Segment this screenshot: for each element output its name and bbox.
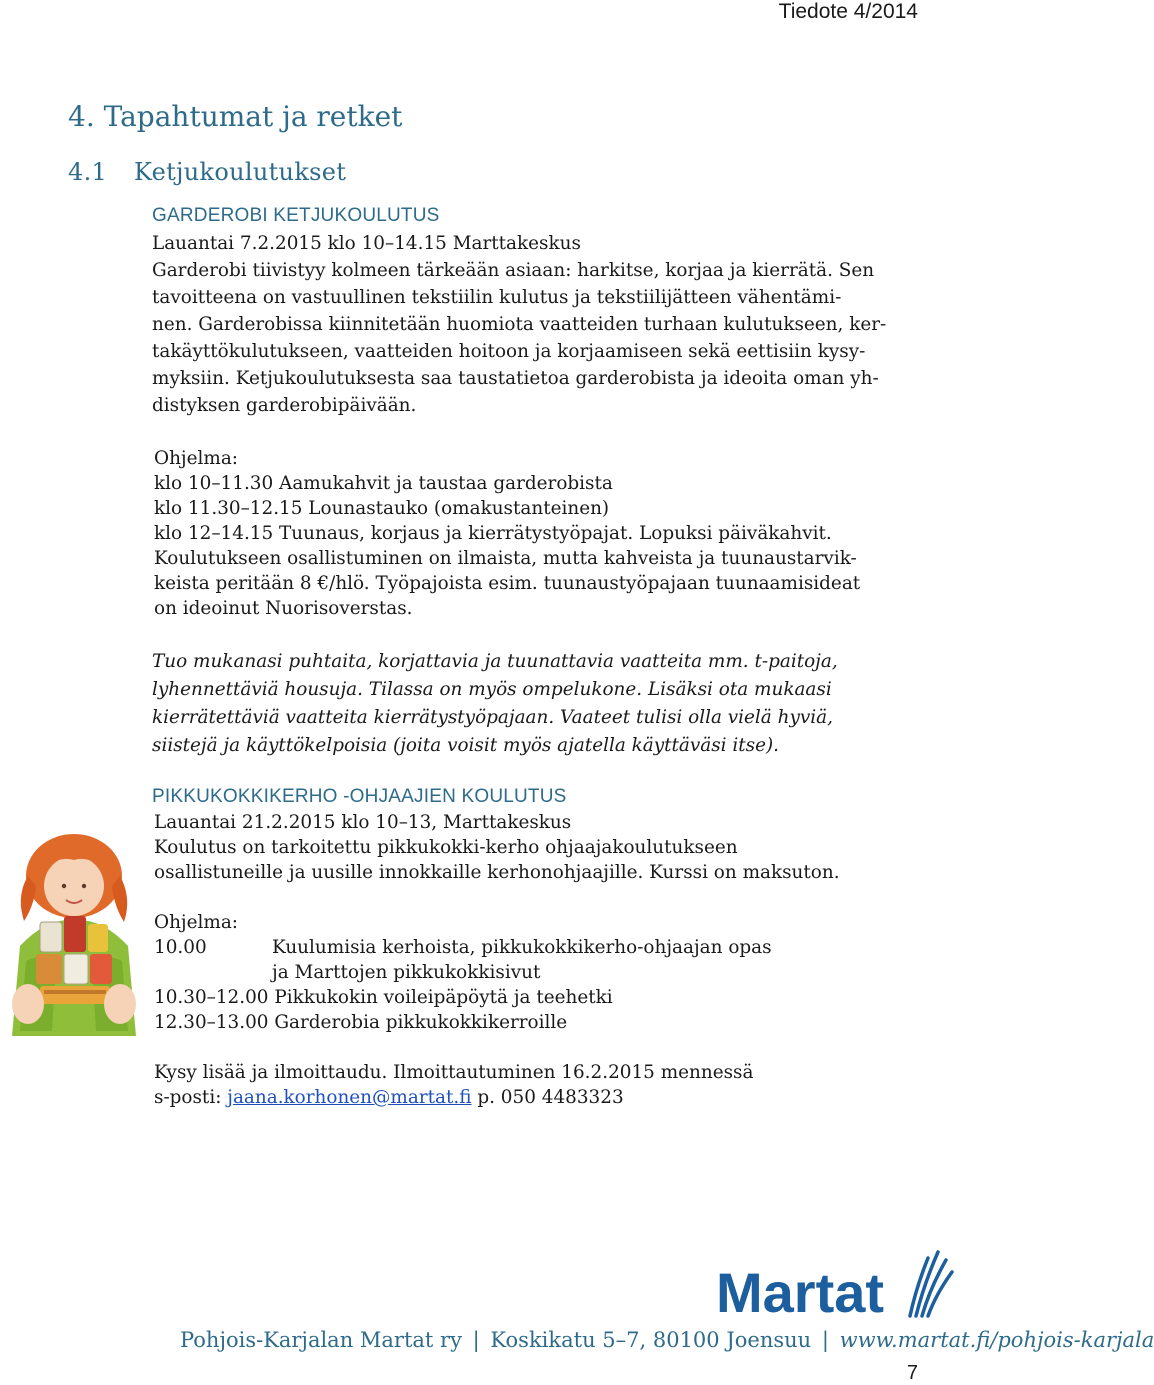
garderobi-line: takäyttökulutukseen, vaatteiden hoitoon ja korjaamiseen sekä eettisiin kysy- xyxy=(152,341,866,362)
footer xyxy=(180,1328,1154,1352)
program-text: ja Marttojen pikkukokkisivut xyxy=(272,962,541,983)
subsection-number: 4.1 xyxy=(68,158,108,186)
instruction-line: Tuo mukanasi puhtaita, korjattavia ja tuunattavia vaatteita mm. t-paitoja, xyxy=(152,651,838,672)
girl-with-jars-illustration xyxy=(6,826,142,1046)
email-line xyxy=(154,1085,914,1110)
program-item: keista peritään 8 €/hlö. Työpajoista esim. tuunaustyöpajaan tuunaamisideat xyxy=(154,573,861,594)
email-link[interactable]: jaana.korhonen@martat.fi xyxy=(227,1087,472,1108)
garderobi-line: myksiin. Ketjukoulutuksesta saa taustatietoa garderobista ja ideoita oman yh- xyxy=(152,368,879,389)
pikkukokki-line: osallistuneille ja uusille innokkaille kerhonohjaajille. Kurssi on maksuton. xyxy=(154,862,840,883)
garderobi-line: distyksen garderobipäivään. xyxy=(152,395,417,416)
garderobi-title: GARDEROBI KETJUKOULUTUS xyxy=(152,205,440,226)
footer-org: Pohjois-Karjalan Martat ry xyxy=(180,1328,462,1352)
page-number: 7 xyxy=(906,1362,918,1384)
garderobi-line: tavoitteena on vastuullinen tekstiilin kulutus ja tekstiilijätteen vähentämi- xyxy=(152,287,842,308)
program-item: klo 11.30–12.15 Lounastauko (omakustanteinen) xyxy=(154,498,610,519)
instruction-line: siistejä ja käyttökelpoisia (joita voisit myös ajatella käyttäväsi itse). xyxy=(152,735,780,756)
program-item: Koulutukseen osallistuminen on ilmaista, mutta kahveista ja tuunaustarvik- xyxy=(154,548,857,569)
program-item xyxy=(154,935,914,960)
subsection-heading xyxy=(68,158,346,186)
program-item xyxy=(154,960,914,985)
program-text: Kuulumisia kerhoista, pikkukokkikerho-ohjaajan opas xyxy=(272,937,772,958)
instruction-line: kierrätettäviä vaatteita kierrätystyöpajaan. Vaateet tulisi olla vielä hyviä, xyxy=(152,707,833,728)
program-label: Ohjelma: xyxy=(154,912,238,933)
footer-url[interactable]: www.martat.fi/pohjois-karjala xyxy=(839,1328,1154,1352)
martat-logo-icon xyxy=(716,1244,956,1324)
footer-divider: | xyxy=(472,1328,480,1352)
garderobi-body xyxy=(152,230,912,419)
program-time xyxy=(154,960,272,985)
phone-text: p. 050 4483323 xyxy=(471,1087,624,1108)
pikkukokki-contact xyxy=(154,1060,914,1110)
program-item: klo 10–11.30 Aamukahvit ja taustaa garderobista xyxy=(154,473,613,494)
program-label: Ohjelma: xyxy=(154,448,238,469)
logo-text: Martat xyxy=(716,1261,885,1324)
garderobi-instructions xyxy=(152,648,932,760)
contact-line: Kysy lisää ja ilmoittaudu. Ilmoittautuminen 16.2.2015 mennessä xyxy=(154,1062,754,1083)
pikkukokki-body xyxy=(154,810,914,885)
issue-label: Tiedote 4/2014 xyxy=(778,0,918,23)
program-item: on ideoinut Nuorisoverstas. xyxy=(154,598,413,619)
footer-address: Koskikatu 5–7, 80100 Joensuu xyxy=(490,1328,812,1352)
garderobi-line: Garderobi tiivistyy kolmeen tärkeään asiaan: harkitse, korjaa ja kierrätä. Sen xyxy=(152,260,875,281)
program-item: 10.30–12.00 Pikkukokin voileipäpöytä ja teehetki xyxy=(154,987,613,1008)
garderobi-program xyxy=(154,446,914,621)
garderobi-line: nen. Garderobissa kiinnitetään huomiota vaatteiden turhaan kulutukseen, ker- xyxy=(152,314,887,335)
girl-with-jars-icon xyxy=(6,826,142,1046)
program-time: 10.00 xyxy=(154,937,207,958)
instruction-line: lyhennettäviä housuja. Tilassa on myös ompelukone. Lisäksi ota mukaasi xyxy=(152,679,832,700)
garderobi-line: Lauantai 7.2.2015 klo 10–14.15 Marttakeskus xyxy=(152,233,581,254)
pikkukokki-line: Lauantai 21.2.2015 klo 10–13, Marttakeskus xyxy=(154,812,572,833)
program-item: 12.30–13.00 Garderobia pikkukokkikerroille xyxy=(154,1012,568,1033)
martat-logo xyxy=(716,1244,956,1324)
footer-divider: | xyxy=(821,1328,829,1352)
email-prefix: s-posti: xyxy=(154,1087,228,1108)
pikkukokki-title: PIKKUKOKKIKERHO -OHJAAJIEN KOULUTUS xyxy=(152,786,567,807)
program-item: klo 12–14.15 Tuunaus, korjaus ja kierrätystyöpajat. Lopuksi päiväkahvit. xyxy=(154,523,832,544)
pikkukokki-program xyxy=(154,910,914,1035)
section-heading: 4. Tapahtumat ja retket xyxy=(68,100,403,133)
subsection-title: Ketjukoulutukset xyxy=(134,158,347,186)
pikkukokki-line: Koulutus on tarkoitettu pikkukokki-kerho ohjaajakoulutukseen xyxy=(154,837,738,858)
